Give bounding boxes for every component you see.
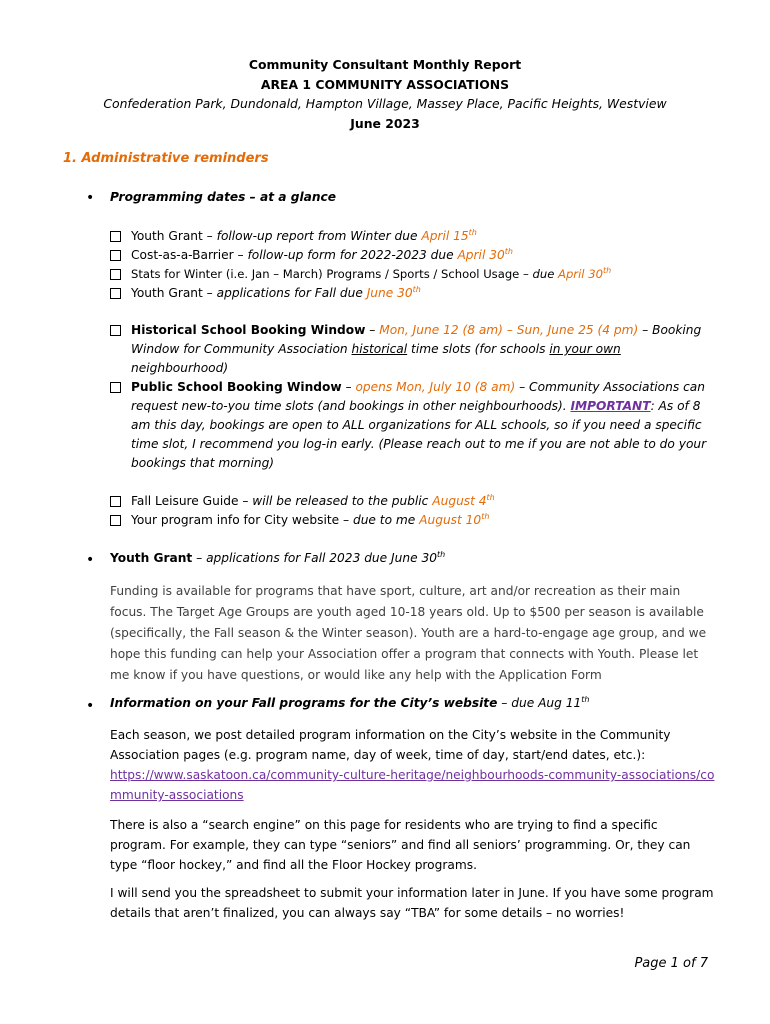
item-label: Youth Grant – — [131, 286, 217, 300]
youth-grant-body: Funding is available for programs that have sport, culture, art and/or recreation as their main focus. The Target Age Groups are youth aged 10-18 years old. Up to $500 per season is available (specifically, the Fall season & the Winter season). Youth are a hard-to-engage age group, and we hope this funding can help your Association offer a program that connects with Youth. Please let me know if you have questions, or would like any help with the Application Form — [110, 584, 707, 682]
item-date: April 30th — [558, 266, 612, 281]
report-month: June 2023 — [350, 116, 420, 131]
section-heading: 1. Administrative reminders — [63, 151, 269, 166]
bullet-icon: • — [86, 698, 95, 714]
item-label: Youth Grant – — [131, 229, 217, 243]
fall-programs-intro: Each season, we post detailed program information on the City’s website in the Community Association pages (e.g. program name, day of week, time of day, start/end dates, etc.): https://www.saskatoon.ca/community-culture-heritage/neighbourhoods-community-associations/community-associations — [110, 728, 715, 802]
bullet-icon: • — [86, 552, 95, 568]
item-desc: applications for Fall due — [216, 286, 367, 300]
page-number: Page 1 of 7 — [634, 956, 708, 971]
city-website-link[interactable]: https://www.saskatoon.ca/community-culture-heritage/neighbourhoods-community-associations/community-associations — [110, 768, 715, 802]
date-item: Fall Leisure Guide – will be released to the public August 4th — [131, 493, 495, 508]
checkbox-icon — [110, 231, 121, 242]
item-desc: follow-up form for 2022-2023 due — [247, 248, 458, 262]
date-item — [131, 229, 477, 244]
item-date: April 30th — [457, 247, 513, 262]
public-booking-item: Public School Booking Window – opens Mon, July 10 (8 am) – Community Associations can request new-to-you time slots (and bookings in other neighbourhoods). IMPORTANT: As of 8 am this day, bookings are open to ALL organizations for ALL schools, so if you need a specific time slot, I recommend you log-in early. (Please reach out to me if you are not able to do your bookings that morning) — [131, 380, 707, 470]
item-label: Cost-as-a-Barrier – — [131, 248, 248, 262]
item-desc: due — [532, 267, 559, 281]
fall-programs-heading: Information on your Fall programs for the City’s website – due Aug 11th — [110, 695, 590, 710]
checkbox-icon — [110, 325, 121, 336]
checkbox-icon — [110, 288, 121, 299]
search-engine-paragraph: There is also a “search engine” on this page for residents who are trying to find a specific program. For example, they can type “seniors” and find all seniors’ programming. Or, they can type “floor hockey,” and find all the Floor Hockey programs. — [110, 818, 691, 872]
date-item — [131, 267, 611, 281]
checkbox-icon — [110, 250, 121, 261]
report-title: Community Consultant Monthly Report — [248, 57, 522, 72]
historical-booking-item: Historical School Booking Window – Mon, June 12 (8 am) – Sun, June 25 (4 pm) – Booking Window for Community Association historical time slots (for schools in your own neighbourhood) — [131, 323, 702, 375]
bullet-icon: • — [86, 190, 95, 206]
youth-grant-heading: Youth Grant – applications for Fall 2023 due June 30th — [110, 550, 446, 565]
item-date: April 15th — [421, 228, 477, 243]
item-label: Stats for Winter (i.e. Jan – March) Programs / Sports / School Usage – — [131, 267, 533, 281]
item-date: June 30th — [366, 285, 421, 300]
area-title: AREA 1 COMMUNITY ASSOCIATIONS — [260, 77, 510, 92]
programming-heading: Programming dates – at a glance — [110, 190, 337, 204]
date-item: Your program info for City website – due to me August 10th — [131, 512, 490, 527]
item-desc: follow-up report from Winter due — [216, 229, 422, 243]
date-item — [131, 286, 421, 301]
checkbox-icon — [110, 269, 121, 280]
checkbox-icon — [110, 515, 121, 526]
neighbourhood-list: Confederation Park, Dundonald, Hampton Village, Massey Place, Pacific Heights, Westview — [103, 96, 667, 111]
checkbox-icon — [110, 496, 121, 507]
spreadsheet-paragraph: I will send you the spreadsheet to submit your information later in June. If you have some program details that aren’t finalized, you can always say “TBA” for some details – no worries! — [110, 886, 714, 920]
checkbox-icon — [110, 382, 121, 393]
date-item — [131, 248, 513, 263]
